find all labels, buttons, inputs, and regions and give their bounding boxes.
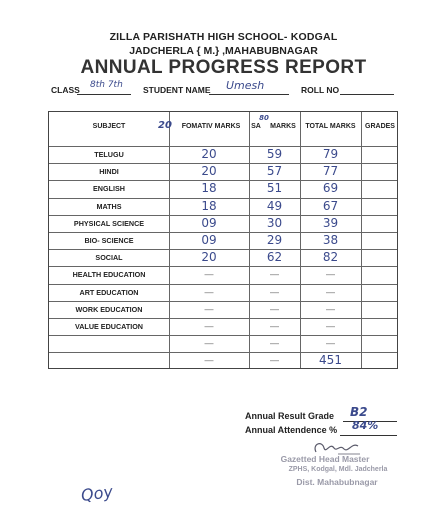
summative-marks-cell: 57 [266,164,283,179]
header-summative: MARKS [270,123,296,130]
total-marks-cell: — [326,303,335,314]
table-row [49,163,397,180]
summative-marks-cell: — [270,303,279,314]
stamp-district: Dist. Mahabubnagar [296,477,378,487]
table-row [49,318,397,335]
subject-cell: PHYSICAL SCIENCE [73,218,145,228]
total-marks-cell: 79 [322,147,339,161]
stamp-school: ZPHS, Kodgal, Mdl. Jadcherla [288,466,388,473]
roll-no-line [340,94,394,95]
table-row [49,232,397,249]
formative-marks-cell: — [204,269,214,280]
summative-marks-cell: 62 [266,250,283,265]
attendance-label: Annual Attendence % [245,425,338,435]
student-name-value: Umesh [226,79,265,92]
table-row [49,146,397,163]
student-name-line [209,94,289,95]
total-marks-cell: — [326,338,335,349]
total-marks-cell: 82 [322,250,339,265]
summative-marks-cell: — [270,338,279,349]
handwritten-corner-note: Qoy [79,481,115,506]
formative-marks-cell: 18 [201,198,217,213]
formative-marks-cell: — [204,303,214,314]
roll-no-label: ROLL NO [301,85,340,95]
formative-marks-cell: 20 [201,147,217,161]
school-address: JADCHERLA { M.} ,MAHABUBNAGAR [129,45,318,57]
header-total: TOTAL MARKS [305,123,356,130]
total-marks-cell: 451 [319,353,342,368]
class-label: CLASS [51,85,80,95]
formative-marks-cell: 09 [201,215,217,230]
subject-cell: HEALTH EDUCATION [72,270,146,280]
subject-cell: TELUGU [94,150,124,159]
formative-marks-cell: 09 [201,233,217,247]
summative-marks-cell: — [270,269,279,280]
formative-marks-cell: — [204,321,214,331]
total-marks-cell: 39 [322,215,339,230]
header-sa-prefix: SA [251,123,261,130]
subject-cell: BIO- SCIENCE [84,236,134,245]
header-sa-max: 80 [259,114,269,122]
summative-marks-cell: — [270,286,279,297]
header-subject: SUBJECT [92,123,126,130]
table-row [49,284,397,301]
table-row [49,352,397,369]
total-marks-cell: 77 [322,164,339,179]
summative-marks-cell: 49 [266,198,283,213]
table-row [49,198,397,215]
class-line [77,94,131,95]
total-marks-cell: — [326,269,335,280]
formative-marks-cell: — [204,355,214,366]
subject-cell: ENGLISH [93,184,125,194]
table-row [49,180,397,197]
formative-marks-cell: — [204,286,214,297]
summative-marks-cell: 30 [266,215,283,230]
subject-cell: WORK EDUCATION [75,304,143,314]
table-row [49,301,397,318]
summative-marks-cell: — [270,321,279,331]
formative-marks-cell: 20 [201,164,217,179]
formative-marks-cell: 20 [201,250,217,265]
student-name-label: STUDENT NAME [143,85,211,95]
class-value: 8th 7th [90,80,123,90]
subject-cell: VALUE EDUCATION [74,322,143,331]
header-grades: GRADES [365,123,395,130]
report-title: ANNUAL PROGRESS REPORT [80,57,367,78]
total-marks-cell: — [326,321,335,331]
table-row [49,249,397,266]
attendance-value: 84% [352,419,379,432]
summative-marks-cell: 29 [266,233,283,247]
summative-marks-cell: 51 [266,181,283,196]
table-row [49,215,397,232]
total-marks-cell: 69 [322,181,339,196]
stamp-title: Gazetted Head Master [280,454,370,464]
subject-cell: ART EDUCATION [79,287,139,297]
formative-marks-cell: — [204,338,214,349]
header-fa-max: 20 [158,120,172,131]
subject-cell: MATHS [96,201,122,211]
formative-marks-cell: 18 [201,181,217,196]
school-name: ZILLA PARISHATH HIGH SCHOOL- KODGAL [109,31,338,43]
subject-cell: HINDI [99,167,119,177]
marks-table [48,111,398,369]
table-row [49,266,397,283]
summative-marks-cell: 59 [266,147,283,161]
header-formative: FOMATIV MARKS [181,123,241,130]
summative-marks-cell: — [270,355,279,366]
result-grade-label: Annual Result Grade [245,411,335,421]
subject-cell: SOCIAL [95,253,123,263]
table-row [49,335,397,352]
result-grade-value: B2 [350,405,368,419]
total-marks-cell: — [326,286,335,297]
total-marks-cell: 38 [322,233,339,247]
total-marks-cell: 67 [322,198,339,213]
